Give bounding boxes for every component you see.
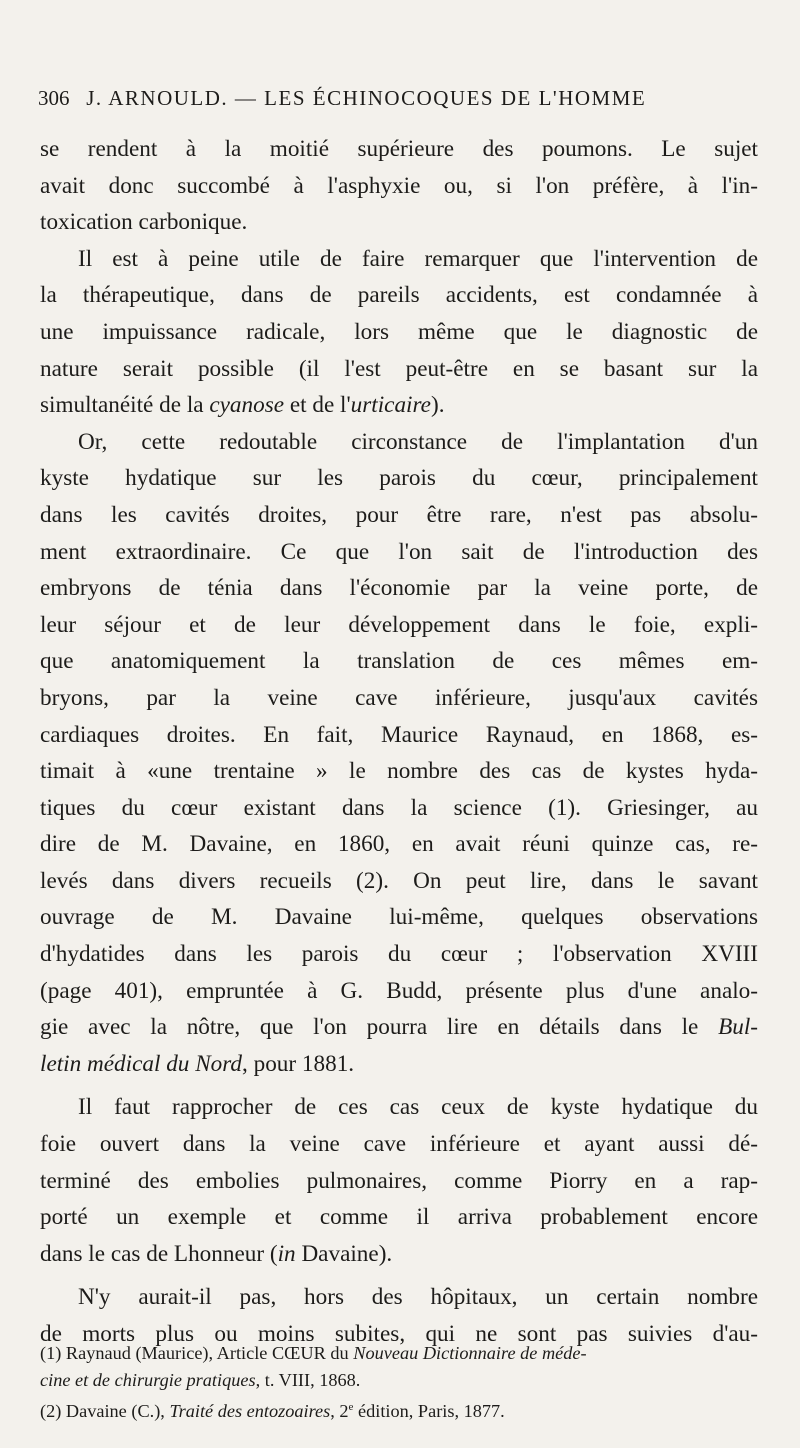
text-line: cardiaques droites. En fait, Maurice Raynaud, en 1868, es- <box>40 721 758 748</box>
footnote-1-continued: cine et de chirurgie pratiques, t. VIII, 1868. <box>40 1370 361 1390</box>
text-line: tiques du cœur existant dans la science (1). Griesinger, au <box>40 794 758 821</box>
paragraph <box>40 131 758 241</box>
text-line: kyste hydatique sur les parois du cœur, principalement <box>40 465 758 492</box>
footnote-1: (1) Raynaud (Maurice), Article CŒUR du Nouveau Dictionnaire de méde- <box>40 1343 587 1363</box>
text-line: de morts plus ou moins subites, qui ne sont pas suivies d'au- <box>40 1321 758 1347</box>
text-line: une impuissance radicale, lors même que le diagnostic de <box>40 318 758 345</box>
text-line: leur séjour et de leur développement dans le foie, expli- <box>40 611 758 638</box>
text-line: d'hydatides dans les parois du cœur ; l'observation XVIII <box>40 941 758 968</box>
text-line: (page 401), empruntée à G. Budd, présente plus d'une analo- <box>40 977 758 1004</box>
text-line: embryons de ténia dans l'économie par la veine porte, de <box>40 575 758 602</box>
text-line: porté un exemple et comme il arriva probablement encore <box>40 1204 758 1231</box>
paragraph <box>40 424 758 1083</box>
text-line: foie ouvert dans la veine cave inférieure et ayant aussi dé- <box>40 1131 758 1158</box>
running-header <box>38 86 758 111</box>
text-line: simultanéité de la cyanose et de l'urticaire). <box>40 392 445 419</box>
text-line: terminé des embolies pulmonaires, comme Piorry en a rap- <box>40 1167 758 1194</box>
paragraph <box>40 241 758 424</box>
text-line: N'y aurait-il pas, hors des hôpitaux, un certain nombre <box>78 1284 758 1311</box>
text-line: dans les cavités droites, pour être rare, n'est pas absolu- <box>40 501 758 528</box>
text-line: timait à «une trentaine » le nombre des cas de kystes hyda- <box>40 758 758 785</box>
text-line: se rendent à la moitié supérieure des poumons. Le sujet <box>40 136 758 162</box>
italic-term: Bul- <box>718 1014 758 1041</box>
italic-term: cyanose <box>209 392 285 419</box>
paragraph <box>40 1089 758 1272</box>
page-number: 306 <box>38 86 70 110</box>
text-line: Il est à peine utile de faire remarquer que l'intervention de <box>78 245 758 272</box>
text-line: avait donc succombé à l'asphyxie ou, si l'on préfère, à l'in- <box>40 172 758 199</box>
text-line: letin médical du Nord, pour 1881. <box>40 1050 355 1077</box>
text-line: ouvrage de M. Davaine lui-même, quelques observations <box>40 904 758 931</box>
text-line: que anatomiquement la translation de ces mêmes em- <box>40 648 758 675</box>
footnote-2: (2) Davaine (C.), Traité des entozoaires, 2e édition, Paris, 1877. <box>40 1401 505 1421</box>
italic-term: urticaire <box>350 392 431 419</box>
italic-term: letin médical du Nord <box>40 1050 243 1077</box>
text-line: dire de M. Davaine, en 1860, en avait réuni quinze cas, re- <box>40 831 758 858</box>
text-line: Or, cette redoutable circonstance de l'implantation d'un <box>78 428 758 455</box>
text-line: nature serait possible (il l'est peut-être en se basant sur la <box>40 355 758 382</box>
text-line: Il faut rapprocher de ces cas ceux de kyste hydatique du <box>78 1094 758 1121</box>
body-text <box>40 131 758 1353</box>
footnotes <box>40 1340 758 1421</box>
running-title: J. ARNOULD. — LES ÉCHINOCOQUES DE L'HOMME <box>86 86 647 110</box>
text-line: toxication carbonique. <box>40 209 248 236</box>
text-line: gie avec la nôtre, que l'on pourra lire en détails dans le Bul- <box>40 1014 758 1041</box>
text-line: la thérapeutique, dans de pareils accidents, est condamnée à <box>40 282 758 309</box>
text-line: bryons, par la veine cave inférieure, jusqu'aux cavités <box>40 684 758 711</box>
text-line: levés dans divers recueils (2). On peut lire, dans le savant <box>40 867 758 894</box>
text-line: ment extraordinaire. Ce que l'on sait de l'introduction des <box>40 538 758 565</box>
text-line: dans le cas de Lhonneur (in Davaine). <box>40 1240 393 1267</box>
italic-term: in <box>277 1240 296 1267</box>
